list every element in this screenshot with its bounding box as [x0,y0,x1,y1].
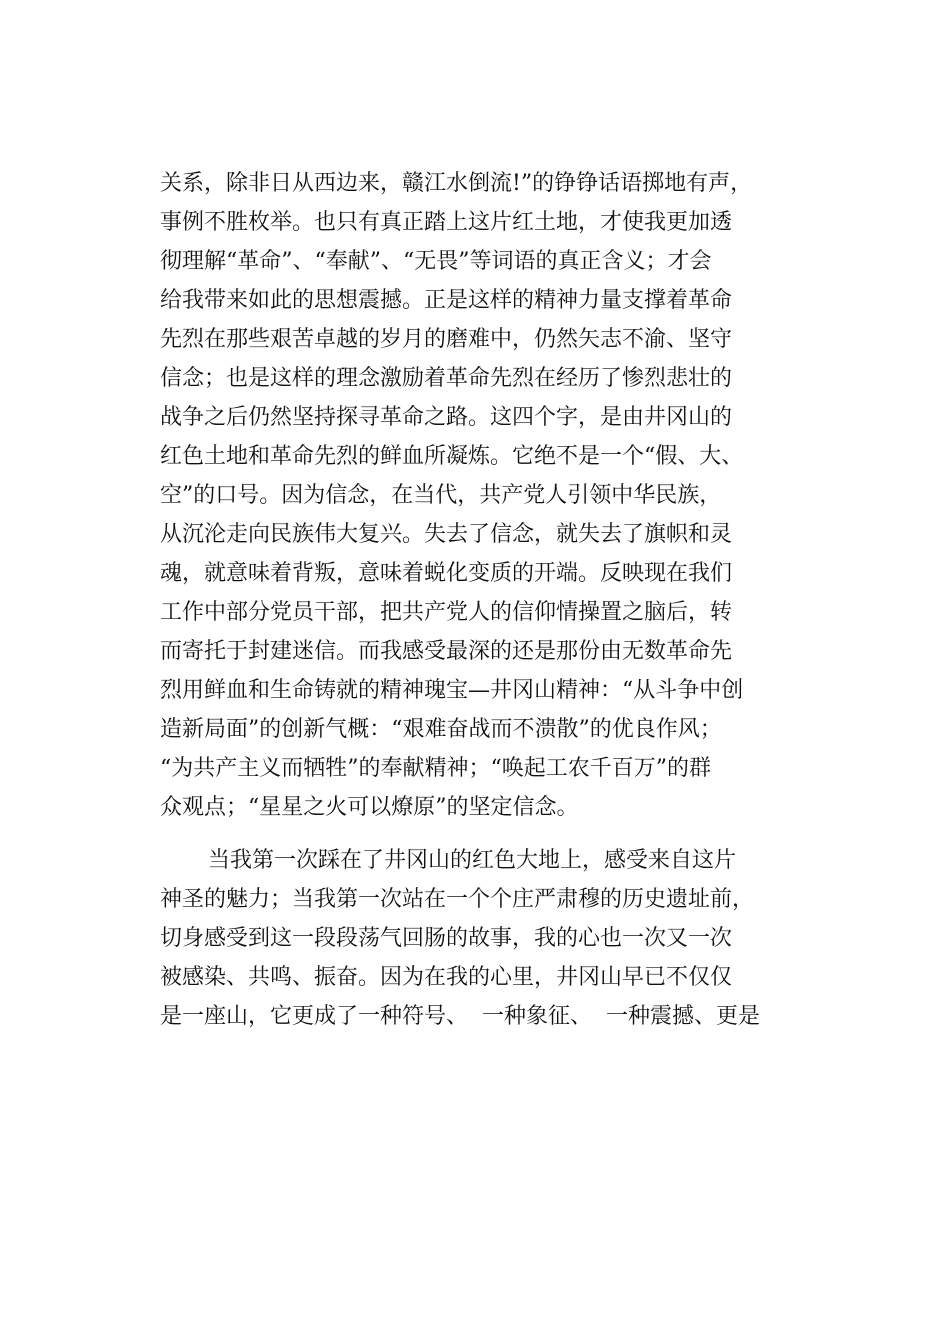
text-line: 空”的口号。因为信念，在当代，共产党人引领中华民族， [160,483,722,508]
text-line: 战争之后仍然坚持探寻革命之路。这四个字，是由井冈山的 [160,405,733,430]
text-line: 工作中部分党员干部，把共产党人的信仰情操置之脑后，转 [160,600,733,625]
text-line: 信念；也是这样的理念激励着革命先烈在经历了惨烈悲壮的 [160,366,733,391]
text-line: 众观点；“星星之火可以燎原”的坚定信念。 [160,795,579,820]
text-line: 红色土地和革命先烈的鲜血所凝炼。它绝不是一个“假、大、 [160,444,744,469]
text-line: 事例不胜枚举。也只有真正踏上这片红土地，才使我更加透 [160,210,733,235]
body-paragraph-2 [160,841,830,1036]
text-line: 彻理解“革命”、“奉献”、“无畏”等词语的真正含义；才会 [160,249,712,274]
text-line: 关系，除非日从西边来，赣江水倒流!”的铮铮话语掷地有声， [160,171,753,196]
text-line: 神圣的魅力；当我第一次站在一个个庄严肃穆的历史遗址前， [160,887,755,912]
text-line: 造新局面”的创新气概：“艰难奋战而不溃散”的优良作风； [160,717,722,742]
text-line: 被感染、共鸣、振奋。因为在我的心里，井冈山早已不仅仅 [160,965,733,990]
text-line: 切身感受到这一段段荡气回肠的故事，我的心也一次又一次 [160,926,733,951]
text-line: 烈用鲜血和生命铸就的精神瑰宝—井冈山精神：“从斗争中创 [160,678,744,703]
text-line: 给我带来如此的思想震撼。正是这样的精神力量支撑着革命 [160,288,733,313]
text-line: 而寄托于封建迷信。而我感受最深的还是那份由无数革命先 [160,639,733,664]
text-line: 先烈在那些艰苦卓越的岁月的磨难中，仍然矢志不渝、坚守 [160,327,733,352]
text-line: 是一座山，它更成了一种符号、 一种象征、 一种震撼、更是 [160,1004,760,1029]
body-paragraph-1 [160,164,830,827]
text-line: 从沉沦走向民族伟大复兴。失去了信念，就失去了旗帜和灵 [160,522,733,547]
text-line: 魂，就意味着背叛，意味着蜕化变质的开端。反映现在我们 [160,561,733,586]
text-line-indented: 当我第一次踩在了井冈山的红色大地上，感受来自这片 [208,848,737,873]
text-line: “为共产主义而牺牲”的奉献精神；“唤起工农千百万”的群 [160,756,711,781]
